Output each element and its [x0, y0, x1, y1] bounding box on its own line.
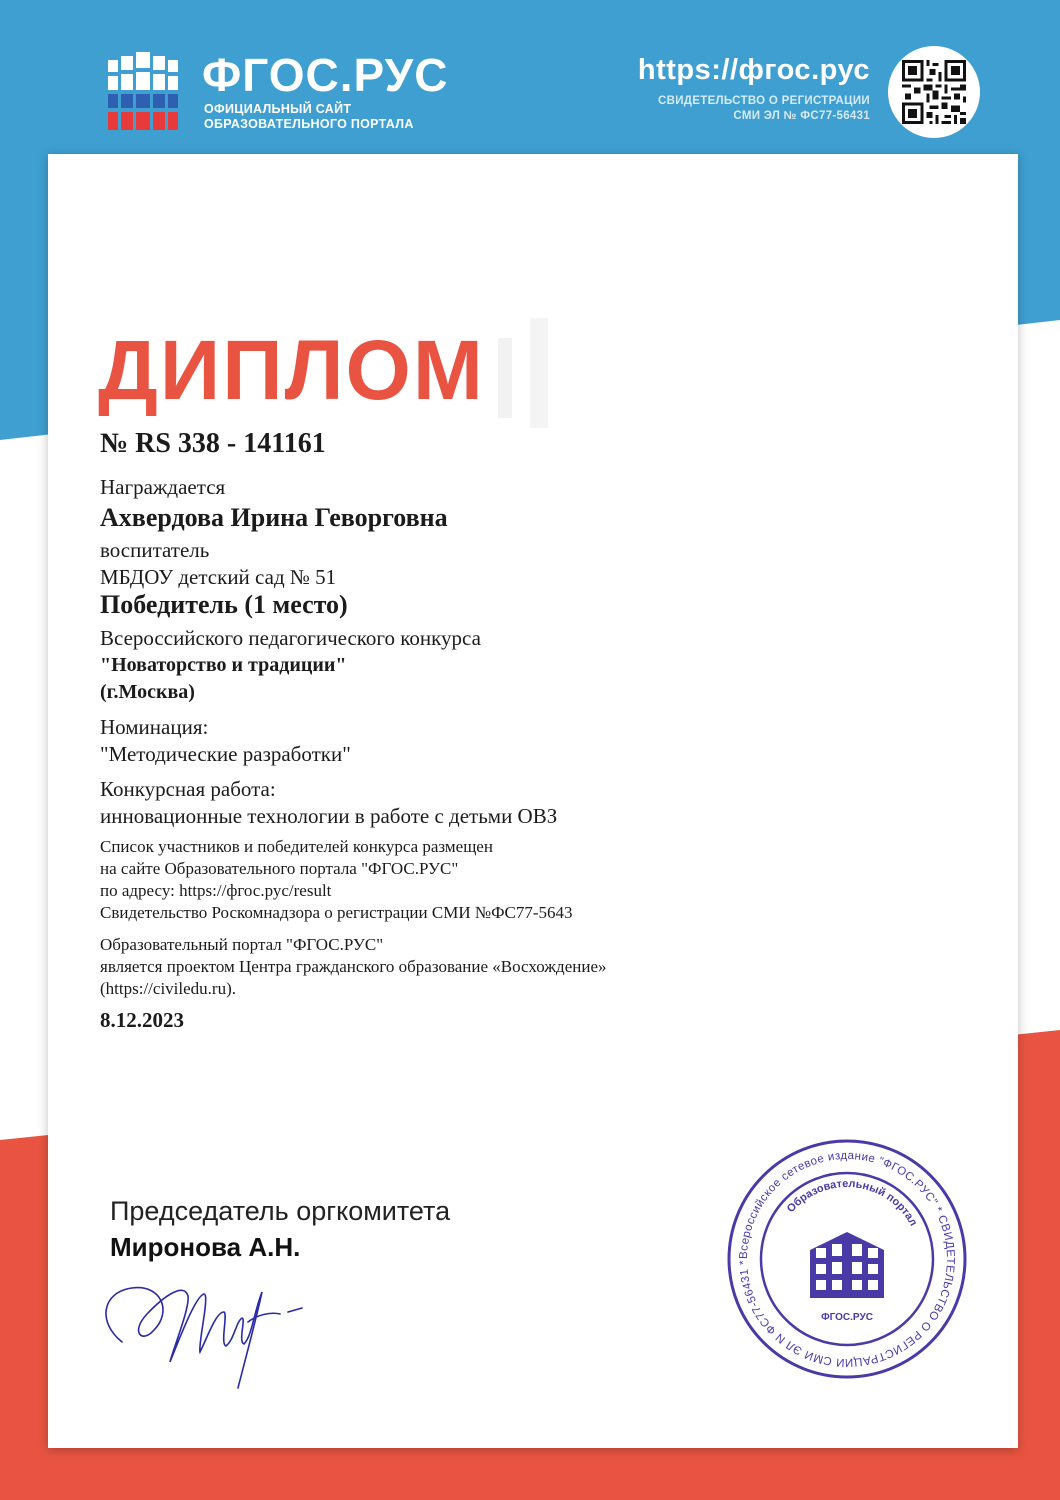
- project-line: Образовательный портал "ФГОС.РУС": [100, 935, 384, 954]
- registration-line: СМИ ЭЛ № ФС77-56431: [733, 110, 870, 122]
- diploma-title: ДИПЛОМ: [98, 323, 485, 417]
- chair-title: Председатель оргкомитета: [110, 1196, 451, 1226]
- awarded-label: Награждается: [100, 475, 226, 499]
- brand-subtitle-line: ОФИЦИАЛЬНЫЙ САЙТ: [204, 102, 352, 116]
- stamp-bottom-text: ФГОС.РУС: [821, 1312, 873, 1323]
- contest-name: "Новаторство и традиции": [100, 654, 347, 676]
- brand-subtitle-line: ОБРАЗОВАТЕЛЬНОГО ПОРТАЛА: [204, 117, 414, 131]
- svg-text:Образовательный портал: [785, 1178, 919, 1228]
- info-line: Свидетельство Роскомнадзора о регистрации СМИ №ФС77-5643: [100, 903, 573, 922]
- info-line: на сайте Образовательного портала "ФГОС.РУС": [100, 859, 459, 878]
- qr-code-badge[interactable]: [888, 46, 980, 138]
- nomination-value: "Методические разработки": [100, 742, 351, 766]
- recipient-name: Ахвердова Ирина Геворговна: [100, 503, 448, 532]
- stamp-outer-text: Всероссийское сетевое издание "ФГОС.РУС" * СВИДЕТЕЛЬСТВО О РЕГИСТРАЦИИ СМИ ЭЛ N ФС77-56431 *: [737, 1149, 957, 1369]
- brand-subtitle: [204, 102, 414, 132]
- award-place: Победитель (1 место): [100, 590, 348, 619]
- stamp-building-icon: [810, 1232, 884, 1298]
- registration-info: [658, 94, 870, 124]
- info-line: по адресу: https://фгос.рус/result: [100, 881, 332, 900]
- site-url[interactable]: https://фгос.рус: [637, 54, 870, 86]
- logo-icon: [104, 52, 184, 132]
- info-line: Список участников и победителей конкурса размещен: [100, 837, 493, 856]
- contest-city: (г.Москва): [100, 681, 195, 703]
- recipient-position: воспитатель: [100, 538, 210, 562]
- registration-line: СВИДЕТЕЛЬСТВО О РЕГИСТРАЦИИ: [658, 95, 870, 107]
- decorative-bars-icon: [496, 318, 556, 428]
- brand-title: ФГОС.РУС: [202, 49, 449, 101]
- diploma-number: № RS 338 - 141161: [100, 428, 326, 459]
- issue-date: 8.12.2023: [100, 1008, 184, 1032]
- official-stamp: [726, 1138, 968, 1380]
- chair-name: Миронова А.Н.: [110, 1232, 301, 1262]
- project-line: (https://civiledu.ru).: [100, 979, 236, 998]
- work-label: Конкурсная работа:: [100, 777, 276, 801]
- project-line: является проектом Центра гражданского образование «Восхождение»: [100, 957, 607, 976]
- nomination-label: Номинация:: [100, 715, 209, 739]
- recipient-organization: МБДОУ детский сад № 51: [100, 565, 337, 589]
- contest-type: Всероссийского педагогического конкурса: [100, 626, 481, 650]
- work-value: инновационные технологии в работе с детьми ОВЗ: [100, 804, 558, 828]
- stamp-inner-text: Образовательный портал: [784, 1177, 920, 1229]
- qr-code-icon: [902, 60, 966, 124]
- handwritten-signature: [92, 1252, 312, 1392]
